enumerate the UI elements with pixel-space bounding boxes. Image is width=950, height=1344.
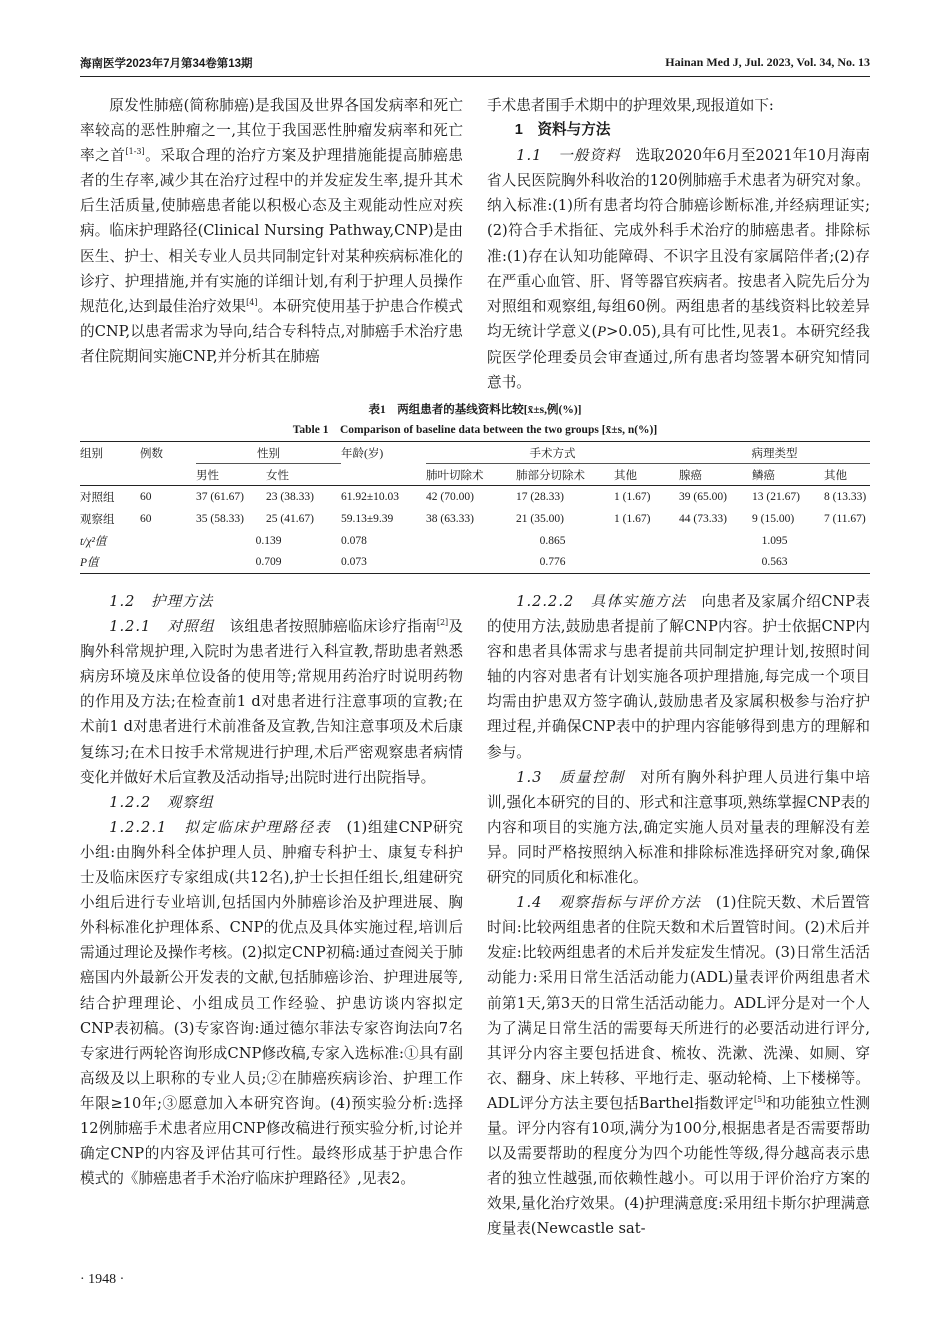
header-divider [80,76,870,77]
table-header-row-1: 组别 例数 性别 年龄(岁) 手术方式 病理类型 [80,442,870,464]
intro-paragraph: 原发性肺癌(简称肺癌)是我国及世界各国发病率和死亡率较高的恶性肿瘤之一,其位于我国恶性肿瘤发病率和死亡率之首[1-3]。采取合理的治疗方案及护理措施能提高肺癌患者的生存率,减少其在治疗过程中的并发症发生率,提升其术后生活质量,使肺癌患者能以积极心态及主观能动性应对疾病。临床护理路径(Clinical Nursing Pathway,CNP)是由医生、护士、相关专业人员共同制定针对某种疾病标准化的诊疗、护理措施,并有实施的详细计划,有利于护理人员操作规范化,达到最佳治疗效果[4]。本研究使用基于护患合作模式的CNP,以患者需求为导向,结合专科特点,对肺癌手术治疗患者住院期间实施CNP,并分析其在肺癌 [80,97,463,365]
table-row: 对照组 60 37 (61.67) 23 (38.33) 61.92±10.03 42 (70.00) 17 (28.33) 1 (1.67) 39 (65.00) 13 (21.67) 8 (13.33) [80,490,867,504]
table-stat-row: t/χ²值 0.139 0.078 0.865 1.095 [80,534,788,548]
journal-header-en: Hainan Med J, Jul. 2023, Vol. 34, No. 13 [665,55,870,69]
ref-4[interactable]: [4] [246,297,258,307]
section-1-2-1-heading: 1.2.1 对照组 [109,618,215,636]
section-1-heading: 1 资料与方法 [514,122,611,139]
section-1-2-2-2-heading: 1.2.2.2 具体实施方法 [516,593,687,610]
intro-continued: 手术患者围手术期中的护理效果,现报道如下: [487,97,774,114]
page-number: · 1948 · [80,1272,125,1287]
section-1-2-2-1-paragraph: 1.2.2.1 拟定临床护理路径表 (1)组建CNP研究小组:由胸外科全体护理人员、肿瘤专科护士、康复专科护士及临床医疗专家组成(共12名),护士长担任组长,组建研究小组后进行专业培训,包括国内外肺癌诊治及护理进展、胸外科标准化护理体系、CNP的优点及具体实施过程,培训后需通过理论及操作考核。(2)拟定CNP初稿:通过查阅关于肺癌国内外最新公开发表的文献,包括肺癌诊治、护理进展等,结合护理理论、小组成员工作经验、护患访谈内容拟定CNP表初稿。(3)专家咨询:通过德尔菲法专家咨询法向7名专家进行两轮咨询形成CNP修改稿,专家入选标准:①具有副高级及以上职称的专业人员;②在肺癌疾病诊治、护理工作年限≥10年;③愿意加入本研究咨询。(4)预实验分析:选择12例肺癌手术患者应用CNP修改稿进行预实验分析,讨论并确定CNP的内容及评估其可行性。最终形成基于护患合作模式的《肺癌患者手术治疗临床护理路径》,见表2。 [80,818,463,1188]
table-header-row-2: 男性 女性 肺叶切除术 肺部分切除术 其他 腺癌 鳞癌 其他 [80,464,870,486]
table-1 [80,441,870,574]
left-column-bottom [80,589,463,1191]
table-row: 观察组 60 35 (58.33) 25 (41.67) 59.13±9.39 38 (63.33) 21 (35.00) 1 (1.67) 44 (73.33) 9 (15.00) 7 (11.67) [80,512,866,526]
table-1-caption-en: Table 1 Comparison of baseline data between the two groups [x̄±s, n(%)] [292,424,658,436]
section-1-1-heading: 1.1 一般资料 [516,147,621,165]
section-1-3-paragraph: 1.3 质量控制 对所有胸外科护理人员进行集中培训,强化本研究的目的、形式和注意事项,熟练掌握CNP表的内容和项目的实施方法,确定实施人员对量表的理解没有差异。同时严格按照纳入标准和排除标准选择研究对象,确保研究的同质化和标准化。 [487,768,870,887]
ref-1-3[interactable]: [1-3] [125,147,145,157]
running-header [80,55,870,77]
section-1-4-heading: 1.4 观察指标与评价方法 [516,894,701,912]
section-1-3-heading: 1.3 质量控制 [516,768,625,786]
section-1-2-2-2-paragraph: 1.2.2.2 具体实施方法 向患者及家属介绍CNP表的使用方法,鼓励患者提前了解CNP内容。护士依据CNP内容和患者具体需求与患者提前共同制定护理计划,按照时间轴的内容对患者有计划实施各项护理措施,每完成一个项目均需由护患双方签字确认,鼓励患者及家属积极参与治疗护理过程,并确保CNP表中的护理内容能够得到患方的理解和参与。 [487,593,870,761]
right-column-top [487,93,870,395]
ref-2[interactable]: [2] [436,618,449,628]
section-1-2-2-heading: 1.2.2 观察组 [109,793,214,811]
table-p-row: P值 0.709 0.073 0.776 0.563 [80,552,870,574]
table-1-caption-cn: 表1 两组患者的基线资料比较[x̄±s,例(%)] [368,404,582,416]
section-1-1-paragraph: 1.1 一般资料 选取2020年6月至2021年10月海南省人民医院胸外科收治的120例肺癌手术患者为研究对象。纳入标准:(1)所有患者均符合肺癌诊断标准,并经病理证实;(2)符合手术指征、完成外科手术治疗的肺癌患者。排除标准:(1)存在认知功能障碍、不识字且没有家属陪伴者;(2)存在严重心血管、肝、肾等器官疾病者。按患者入院先后分为对照组和观察组,每组60例。两组患者的基线资料比较差异均无统计学意义(P>0.05),具有可比性,见表1。本研究经我院医学伦理委员会审查通过,所有患者均签署本研究知情同意书。 [487,147,870,392]
left-column-top [80,93,463,369]
journal-header-cn: 海南医学2023年7月第34卷第13期 [80,58,253,70]
section-1-2-2-1-heading: 1.2.2.1 拟定临床护理路径表 [109,818,332,836]
section-1-2-1-paragraph: 1.2.1 对照组 该组患者按照肺癌临床诊疗指南[2]及胸外科常规护理,入院时为患者进行入科宣教,帮助患者熟悉病房环境及床单位设备的使用等;常规用药治疗时说明药物的作用及方法;在检查前1 d对患者进行注意事项的宣教;在术前1 d对患者进行术前准备及宣教,告知注意事项及术后康复练习;在术日按手术常规进行护理,术后严密观察患者病情变化并做好术后宣教及活动指导;出院时进行出院指导。 [80,618,463,786]
right-column-bottom [487,589,870,1241]
ref-5[interactable]: [5] [754,1094,766,1104]
section-1-4-paragraph: 1.4 观察指标与评价方法 (1)住院天数、术后置管时间:比较两组患者的住院天数和术后置管时间。(2)术后并发症:比较两组患者的术后并发症发生情况。(3)日常生活活动能力:采用日常生活活动能力(ADL)量表评价两组患者术前第1天,第3天的日常生活活动能力。ADL评分是对一个人为了满足日常生活的需要每天所进行的必要活动进行评分,其评分内容主要包括进食、梳妆、洗漱、洗澡、如厕、穿衣、翻身、床上转移、平地行走、驱动轮椅、上下楼梯等。ADL评分方法主要包括Barthel指数评定[5]和功能独立性测量。评分内容有10项,满分为100分,根据患者是否需要帮助以及需要帮助的程度分为四个功能性等级,得分越高表示患者的独立性越强,而依赖性越小。可以用于评价治疗方案的效果,量化治疗效果。(4)护理满意度:采用纽卡斯尔护理满意度量表(Newcastle sat- [487,894,870,1238]
section-1-2-heading: 1.2 护理方法 [109,593,214,610]
